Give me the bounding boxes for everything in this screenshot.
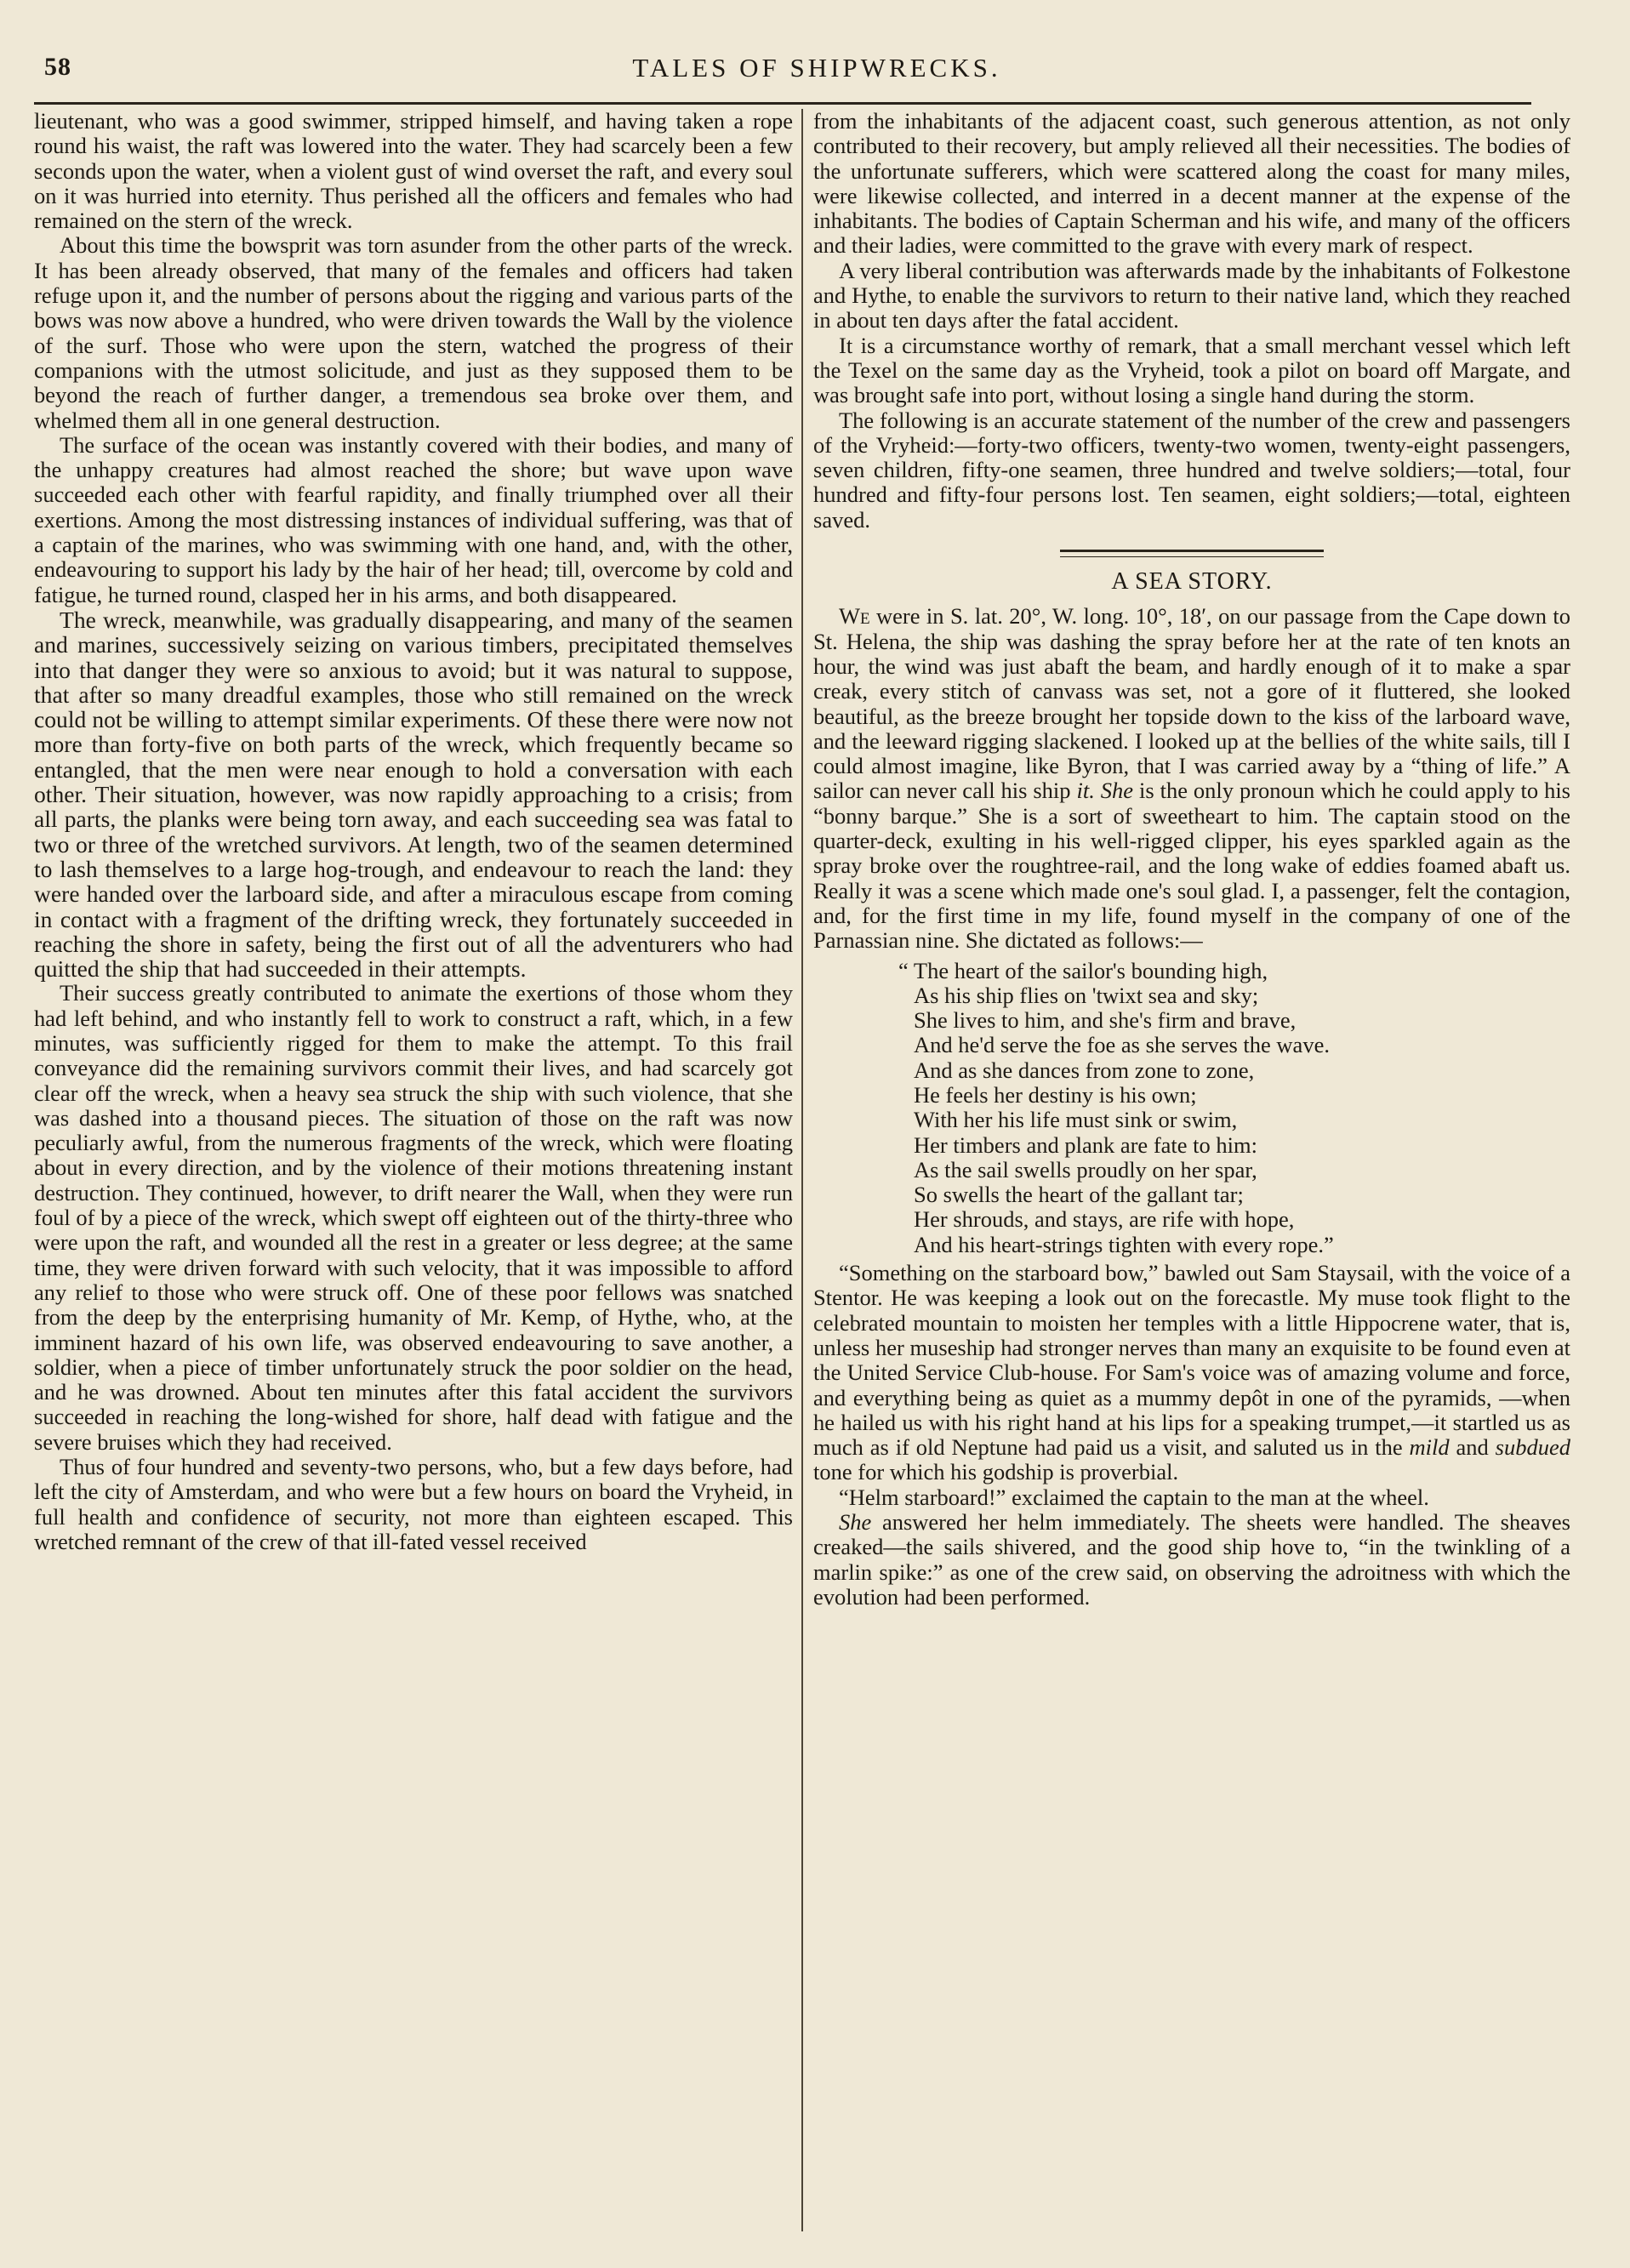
paragraph: The surface of the ocean was instantly covered with their bodies, and many of the unhappy creatures had almost reached the shore; but wave upon wave succeeded each other with fearful rapidity, and finally triumphed over all their exertions. Among the most distressing instances of individual suffering, was that of a captain of the marines, who was swimming with one hand, and, with the other, endeavouring to support his lady by the hair of her head; till, overcome by cold and fatigue, he turned round, clasped her in his arms, and both disappeared. bbox=[34, 431, 793, 607]
poem-line: And his heart-strings tighten with every rope.” bbox=[914, 1231, 1334, 1257]
story-text: answered her helm immediately. The sheets were handled. The sheaves creaked—the sails shivered, and the good ship hove to, “in the twinkling of a marlin spike:” as one of the crew said, on observing the adroitness with which the evolution had been performed. bbox=[813, 1509, 1570, 1610]
poem-line: With her his life must sink or swim, bbox=[914, 1107, 1238, 1133]
left-column bbox=[34, 109, 793, 1554]
right-column bbox=[813, 109, 1570, 1610]
section-divider-rule bbox=[1060, 550, 1324, 557]
column-divider bbox=[801, 109, 803, 2231]
paragraph: About this time the bowsprit was torn asunder from the other parts of the wreck. It has been already observed, that many of the females and officers had taken refuge upon it, and the number of persons about the rigging and various parts of the bows was now above a hundred, who were driven towards the Wall by the violence of the surf. Those who were upon the stern, watched the progress of their companions with the utmost solicitude, and just as they supposed them to be beyond the reach of further danger, a tremendous sea broke over them, and whelmed them all in one general destruction. bbox=[34, 232, 793, 433]
poem-line: “ The heart of the sailor's bounding high, bbox=[898, 957, 1268, 983]
poem-line: He feels her destiny is his own; bbox=[914, 1081, 1197, 1108]
running-title: TALES OF SHIPWRECKS. bbox=[632, 53, 1001, 83]
paragraph bbox=[813, 1261, 1570, 1485]
poem-line: She lives to him, and she's firm and brave, bbox=[914, 1007, 1297, 1034]
story-text: is the only pronoun which he could apply to his “bonny barque.” She is a sort of sweetheart to him. The captain stood on the quarter-deck, exulting in his well-rigged clipper, his eyes sparkled again as the spray broke over the roughtree-rail, and the long wake of eddies foamed abaft us. Really it was a scene which made one's soul glad. I, a passenger, felt the contagion, and, for the first time in my life, found myself in the company of one of the Parnassian nine. She dictated as follows:— bbox=[813, 778, 1570, 954]
poem-line: So swells the heart of the gallant tar; bbox=[914, 1182, 1244, 1208]
poem-line: As his ship flies on 'twixt sea and sky; bbox=[914, 982, 1259, 1008]
header-rule bbox=[34, 102, 1531, 105]
paragraph: The wreck, meanwhile, was gradually disappearing, and many of the seamen and marines, successively seizing on various timbers, precipitated themselves into that danger they were so anxious to avoid; but it was natural to suppose, that after so many dreadful examples, those who still remained on the wreck could not be willing to attempt similar experiments. Of these there were now not more than forty-five on both parts of the wreck, which frequently became so entangled, that the men were near enough to hold a conversation with each other. Their situation, however, was now rapidly approaching to a crisis; from all parts, the planks were being torn away, and each succeeding sea was fatal to two or three of the wretched survivors. At length, two of the seamen determined to lash themselves to a large hog-trough, and endeavour to reach the land: they were handed over the larboard side, and after a miraculous escape from coming in contact with a fragment of the drifting wreck, they fortunately succeeded in reaching the shore in safety, being the first out of all the adventurers who had quitted the ship that had succeeded in their attempts. bbox=[34, 606, 793, 983]
poem-line: And as she dances from zone to zone, bbox=[914, 1057, 1255, 1083]
emphasis: mild bbox=[1409, 1434, 1450, 1461]
emphasis: She bbox=[839, 1509, 872, 1536]
paragraph: lieutenant, who was a good swimmer, stripped himself, and having taken a rope round his waist, the raft was lowered into the water. They had scarcely been a few seconds upon the water, when a violent gust of wind overset the raft, and every soul on it was hurried into eternity. Thus perished all the officers and females who had remained on the stern of the wreck. bbox=[34, 108, 793, 234]
paragraph: Their success greatly contributed to animate the exertions of those whom they had left behind, and who instantly fell to work to construct a raft, which, in a few minutes, was sufficiently rigged for them to make the attempt. To this frail conveyance did the remaining survivors commit their lives, and had scarcely got clear off the wreck, when a heavy sea struck the ship with such violence, that she was dashed into a thousand pieces. The situation of those on the raft was now peculiarly awful, from the numerous fragments of the wreck, which were floating about in every direction, and by the violence of their motions threatening instant destruction. They continued, however, to drift nearer the Wall, when they were run foul of by a piece of the wreck, which swept off eighteen out of the thirty-three who were upon the raft, and wounded all the rest in a greater or less degree; at the same time, they were driven forward with such velocity, that it was impossible to afford any relief to those who were struck off. One of these poor fellows was snatched from the deep by the enterprising humanity of Mr. Kemp, of Hythe, who, at the imminent hazard of his own life, was observed endeavouring to save another, a soldier, when a piece of timber unfortunately struck the poor soldier on the head, and he was drowned. About ten minutes after this fatal accident the survivors succeeded in reaching the long-wished for shore, half dead with fatigue and the severe bruises which they had received. bbox=[34, 980, 793, 1455]
paragraph: It is a circumstance worthy of remark, that a small merchant vessel which left the Texel on the same day as the Vryheid, took a pilot on board off Margate, and was brought safe into port, without losing a single hand during the storm. bbox=[813, 332, 1570, 408]
paragraph: from the inhabitants of the adjacent coast, such generous attention, as not only contributed to their recovery, but amply relieved all their necessities. The bodies of the unfortunate sufferers, which were scattered along the coast for many miles, were likewise collected, and interred in a decent manner at the expense of the inhabitants. The bodies of Captain Scherman and his wife, and many of the officers and their ladies, were committed to the grave with every mark of respect. bbox=[813, 108, 1570, 259]
story-text: “Something on the starboard bow,” bawled out Sam Staysail, with the voice of a Stentor. He was keeping a look out on the forecastle. My muse took flight to the celebrated mountain to moisten her temples with a little Hippocrene water, that is, unless her museship had stronger nerves than many an exquisite to be found even at the United Service Club-house. For Sam's voice was of amazing volume and force, and everything being as quiet as a mummy depôt in one of the pyramids, —when he hailed us with his right hand at his lips for a speaking trumpet,—it startled us as much as if old Neptune had paid us a visit, and saluted us in the bbox=[813, 1260, 1570, 1461]
story-text: and bbox=[1449, 1434, 1496, 1461]
paragraph bbox=[813, 1510, 1570, 1610]
story-text: were in S. lat. 20°, W. long. 10°, 18′, on our passage from the Cape down to St. Helena, the ship was dashing the spray before her at the rate of ten knots an hour, the wind was just abaft the beam, and hardly enough of it to make a spar creak, every stitch of canvass was set, not a gore of it fluttered, she looked beautiful, as the breeze brought her topside down to the kiss of the larboard wave, and the leeward rigging slackened. I looked up at the bellies of the white sails, till I could almost imagine, like Byron, that I was carried away by a “thing of life.” A sailor can never call his ship bbox=[813, 603, 1570, 804]
poem-line: And he'd serve the foe as she serves the wave. bbox=[914, 1032, 1330, 1058]
story-opening-paragraph bbox=[813, 604, 1570, 953]
poem-line: Her shrouds, and stays, are rife with hope, bbox=[914, 1206, 1295, 1233]
lead-word: We bbox=[839, 603, 870, 630]
emphasis: subdued bbox=[1495, 1434, 1570, 1461]
story-text: tone for which his godship is proverbial. bbox=[813, 1459, 1179, 1485]
paragraph: A very liberal contribution was afterwards made by the inhabitants of Folkestone and Hythe, to enable the survivors to return to their native land, which they reached in about ten days after the fatal accident. bbox=[813, 257, 1570, 333]
paragraph: Thus of four hundred and seventy-two persons, who, but a few days before, had left the city of Amsterdam, and who were but a few hours on board the Vryheid, in full health and confidence of security, not more than eighteen escaped. This wretched remnant of the crew of that ill-fated vessel received bbox=[34, 1454, 793, 1554]
paragraph: “Helm starboard!” exclaimed the captain to the man at the wheel. bbox=[839, 1484, 1429, 1510]
paragraph: The following is an accurate statement of the number of the crew and passengers of the Vryheid:—forty-two officers, twenty-two women, twenty-eight passengers, seven children, fifty-one seamen, three hundred and twelve soldiers;—total, four hundred and fifty-four persons lost. Ten seamen, eight soldiers;—total, eighteen saved. bbox=[813, 407, 1570, 533]
poem-line: Her timbers and plank are fate to him: bbox=[914, 1131, 1257, 1158]
emphasis: She bbox=[1100, 778, 1134, 804]
poem bbox=[813, 959, 1570, 1258]
poem-line: As the sail swells proudly on her spar, bbox=[914, 1156, 1257, 1182]
emphasis: it. bbox=[1076, 778, 1095, 804]
section-title: A SEA STORY. bbox=[1111, 568, 1273, 595]
page-number: 58 bbox=[44, 53, 71, 81]
